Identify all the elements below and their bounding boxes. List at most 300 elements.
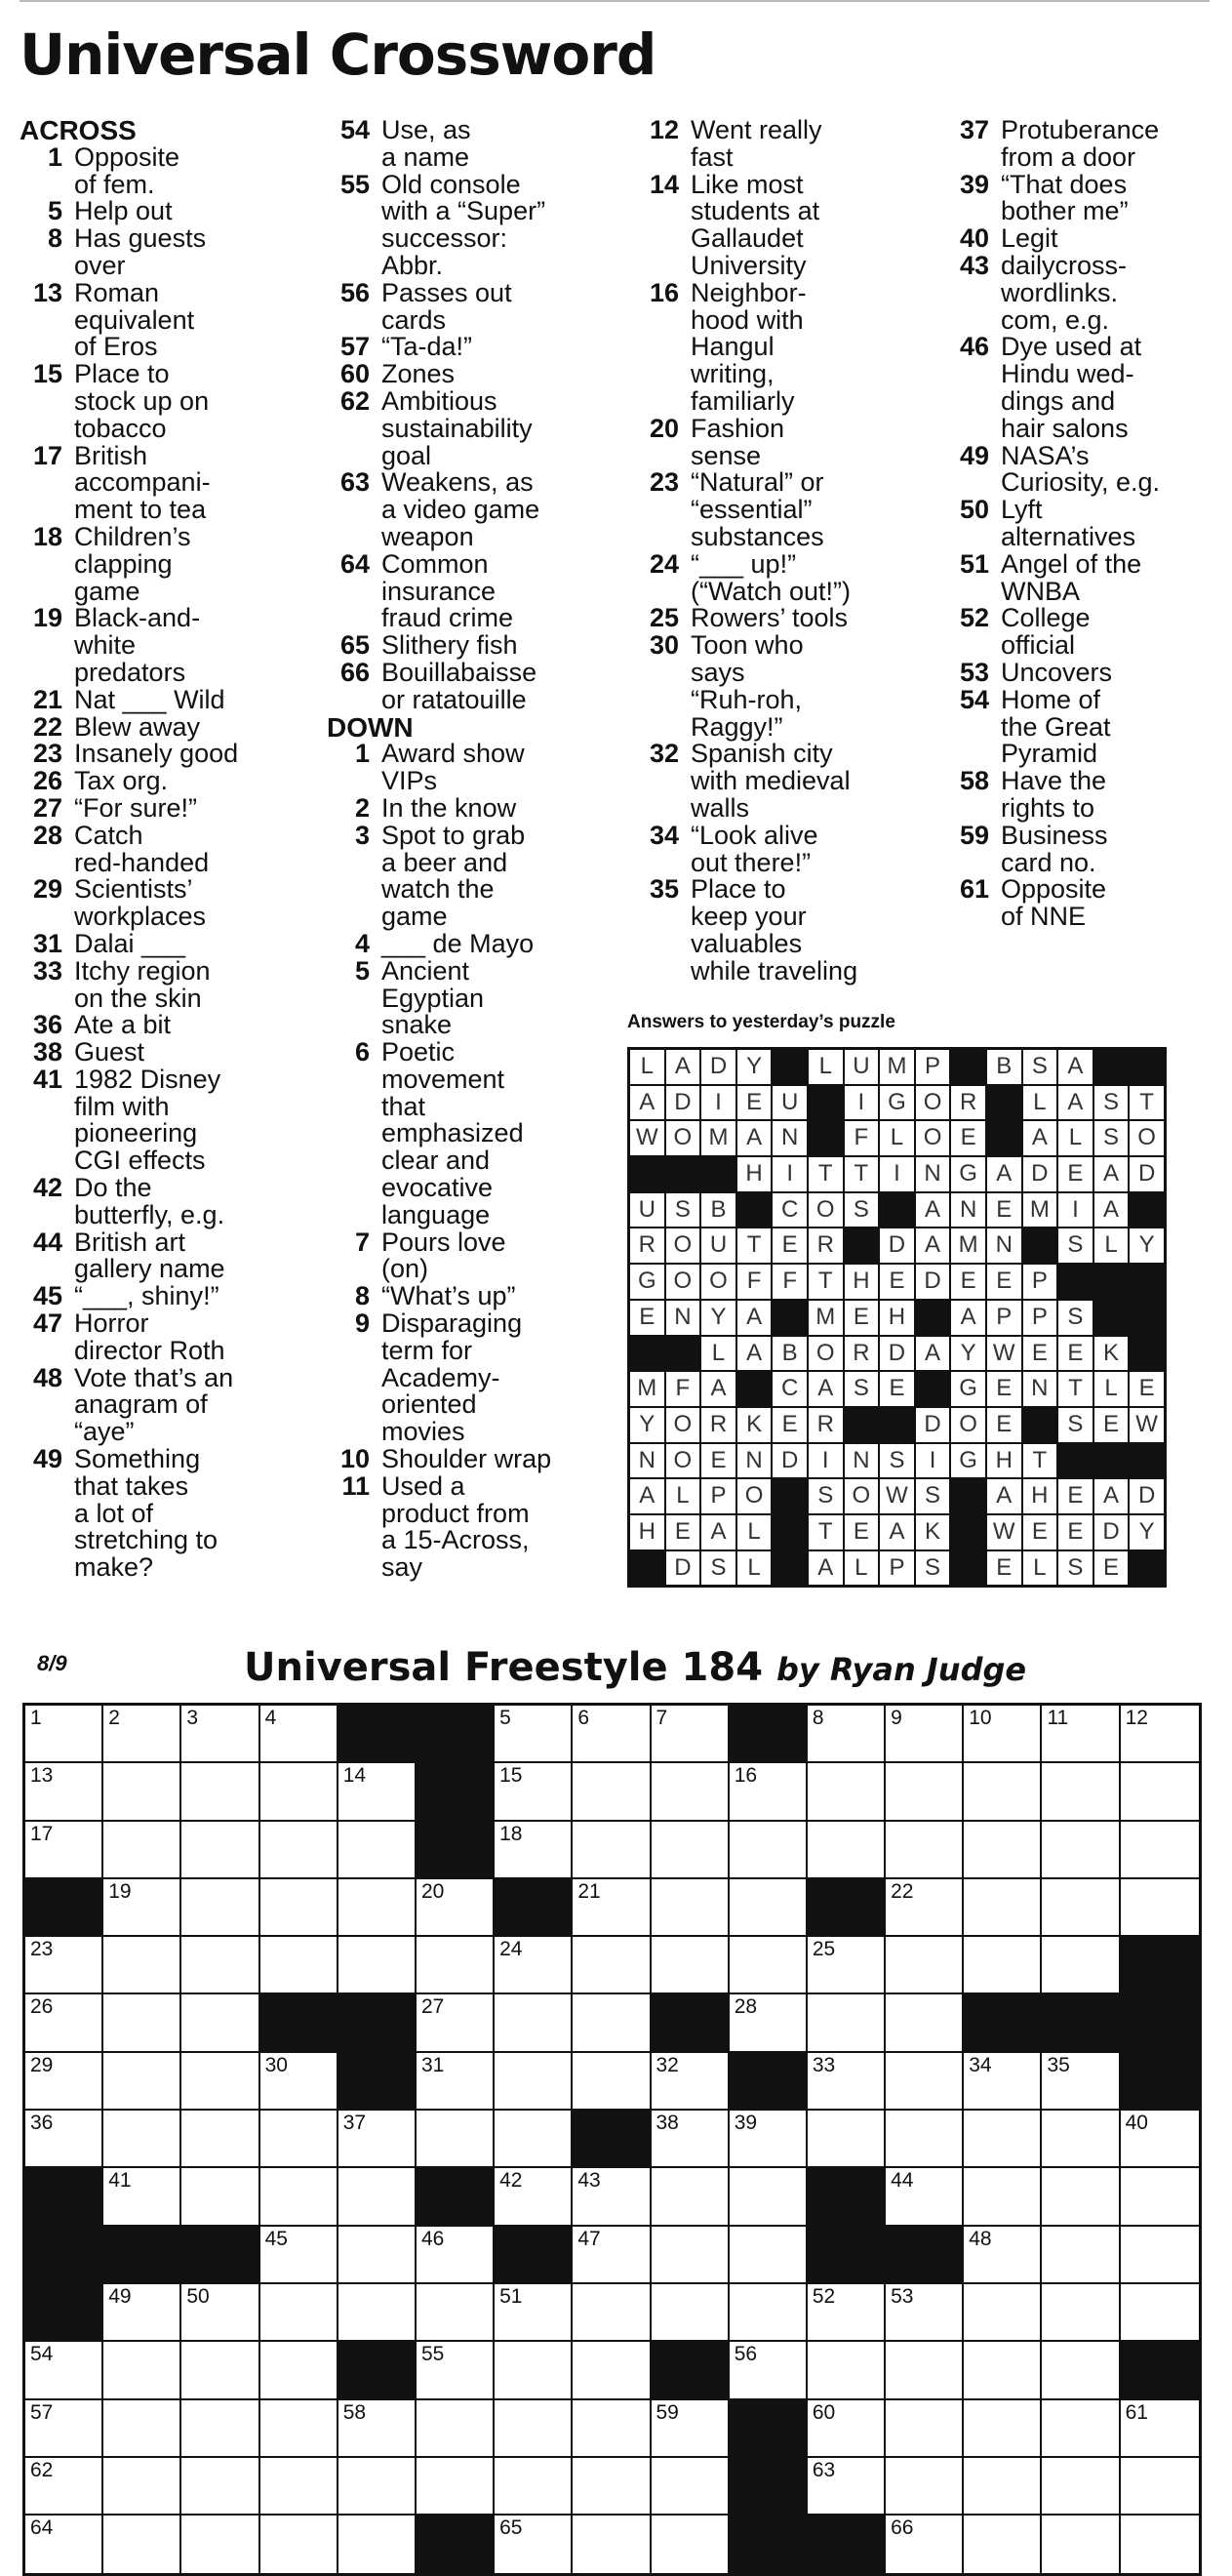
grid-cell[interactable] [573,2053,651,2111]
clue[interactable] [327,1039,649,1229]
answer-black-square [666,1157,700,1191]
clue[interactable] [20,141,332,199]
grid-cell[interactable] [886,2284,964,2342]
clue[interactable] [327,169,649,280]
grid-cell[interactable] [573,1937,651,1994]
grid-cell[interactable] [964,2284,1042,2342]
clue[interactable] [946,169,1224,226]
clue[interactable] [946,225,1224,253]
clue-line: “For sure!” [74,792,198,823]
clue[interactable] [946,876,1224,931]
grid-cell[interactable] [181,1706,259,1763]
clue[interactable] [946,117,1224,172]
grid-cell[interactable] [338,2400,417,2458]
grid-cell[interactable] [730,1937,808,1994]
grid-cell[interactable] [573,2284,651,2342]
answer-cell: F [845,1121,879,1155]
clue-line: predators [74,657,186,687]
clue[interactable] [20,684,332,714]
grid-cell[interactable] [103,2111,181,2168]
grid-cell[interactable] [808,1994,886,2052]
clue-text [381,1310,649,1446]
grid-cell[interactable] [886,1706,964,1763]
grid-cell[interactable] [103,1937,181,1994]
grid-cell[interactable] [573,2458,651,2516]
grid-cell[interactable] [103,2516,181,2573]
clue-number: 15 [32,359,62,389]
grid-cell[interactable] [730,2168,808,2226]
grid-cell[interactable] [181,2053,259,2111]
grid-cell[interactable] [730,1763,808,1821]
grid-cell[interactable] [1042,1706,1120,1763]
grid-cell[interactable] [25,1994,103,2052]
grid-cell[interactable] [495,2516,573,2573]
grid-cell[interactable] [181,1937,259,1994]
grid-cell[interactable] [886,1879,964,1937]
clue[interactable] [327,1283,649,1310]
clue-line: Disparaging [381,1308,523,1339]
grid-cell[interactable] [495,1706,573,1763]
clue[interactable] [20,1039,332,1067]
grid-cell[interactable] [25,1822,103,1879]
grid-cell[interactable] [730,2284,808,2342]
grid-cell[interactable] [25,1706,103,1763]
grid-cell[interactable] [808,2111,886,2168]
clue-number: 23 [32,739,62,769]
clue-number: 40 [959,223,989,254]
grid-cell[interactable] [260,2284,338,2342]
grid-cell[interactable] [1121,1879,1199,1937]
clue[interactable] [636,117,958,172]
grid-cell[interactable] [103,1994,181,2052]
grid-cell[interactable] [652,2400,730,2458]
grid-cell[interactable] [103,2168,181,2226]
grid-cell[interactable] [260,2053,338,2111]
clue[interactable] [20,1229,332,1284]
grid-cell[interactable] [495,2342,573,2399]
grid-cell[interactable] [260,2400,338,2458]
grid-cell[interactable] [103,2053,181,2111]
clue[interactable] [636,876,958,985]
grid-cell[interactable] [573,1822,651,1879]
clue[interactable] [20,605,332,686]
grid-cell[interactable] [260,1879,338,1937]
clue-text [381,548,649,633]
grid-cell[interactable] [964,2168,1042,2226]
grid-cell[interactable] [886,1822,964,1879]
clue[interactable] [327,117,649,172]
clue-line: language [381,1199,491,1229]
clue[interactable] [946,820,1224,877]
grid-cell[interactable] [260,2168,338,2226]
grid-cell[interactable] [1042,1763,1120,1821]
grid-cell[interactable] [338,2284,417,2342]
grid-cell[interactable] [573,1994,651,2052]
grid-cell[interactable] [964,2516,1042,2573]
grid-cell[interactable] [573,1706,651,1763]
clue[interactable] [20,198,332,225]
clue-line: tobacco [74,413,167,443]
grid-cell[interactable] [964,2111,1042,2168]
grid-cell[interactable] [181,2516,259,2573]
clue[interactable] [327,928,649,958]
grid-cell[interactable] [103,1822,181,1879]
clue[interactable] [20,820,332,877]
answer-black-square [916,1372,950,1406]
clue[interactable] [20,1175,332,1229]
clue-line: snake [381,1010,453,1040]
clue[interactable] [946,657,1224,687]
clue[interactable] [327,1470,649,1583]
grid-cell[interactable] [495,2168,573,2226]
grid-cell[interactable] [181,2458,259,2516]
grid-cell[interactable] [417,2342,495,2399]
answer-cell: O [701,1265,735,1299]
grid-cell[interactable] [808,2400,886,2458]
grid-cell[interactable] [573,1879,651,1937]
grid-cell[interactable] [260,2342,338,2399]
clue[interactable] [636,632,958,741]
grid-cell[interactable] [1042,2053,1120,2111]
grid-cell[interactable] [181,2400,259,2458]
grid-cell[interactable] [964,2053,1042,2111]
grid-cell[interactable] [1042,1937,1120,1994]
grid-cell[interactable] [652,2227,730,2284]
grid-cell[interactable] [886,2342,964,2399]
grid-cell[interactable] [1121,2458,1199,2516]
grid-cell[interactable] [1121,1706,1199,1763]
black-square [886,2227,964,2284]
clue[interactable] [636,548,958,606]
clue[interactable] [20,876,332,931]
grid-cell[interactable] [573,2400,651,2458]
grid-cell[interactable] [1121,2516,1199,2573]
grid-cell[interactable] [652,1879,730,1937]
grid-cell[interactable] [573,1763,651,1821]
grid-cell[interactable] [417,2053,495,2111]
clue-number: 20 [649,413,679,443]
grid-cell[interactable] [338,2516,417,2573]
clue-line: emphasized [381,1118,524,1148]
clue-line: oriented [381,1389,477,1420]
clue[interactable] [327,385,649,470]
grid-cell[interactable] [573,2168,651,2226]
grid-cell[interactable] [964,2342,1042,2399]
grid-cell[interactable] [25,2400,103,2458]
clue[interactable] [327,955,649,1040]
grid-cell[interactable] [338,2227,417,2284]
grid-cell[interactable] [1042,2284,1120,2342]
clue[interactable] [946,548,1224,606]
clue[interactable] [20,1446,332,1582]
answer-cell: O [1130,1121,1164,1155]
grid-cell[interactable] [103,2342,181,2399]
grid-cell[interactable] [25,2053,103,2111]
clue-number: 54 [339,115,370,144]
grid-cell[interactable] [495,2400,573,2458]
grid-cell[interactable] [260,2458,338,2516]
clue[interactable] [946,684,1224,769]
grid-cell[interactable] [495,1937,573,1994]
clue-line: Rowers’ tools [691,603,849,633]
grid-cell[interactable] [181,2168,259,2226]
grid-cell[interactable] [181,1763,259,1821]
grid-cell[interactable] [652,1763,730,1821]
grid-cell[interactable] [652,1706,730,1763]
grid-cell[interactable] [652,2053,730,2111]
grid-cell[interactable] [417,2400,495,2458]
clue-line: Business [1001,820,1108,850]
grid-cell[interactable] [260,2227,338,2284]
grid-cell[interactable] [573,2516,651,2573]
grid-cell[interactable] [964,2227,1042,2284]
grid-cell[interactable] [25,2111,103,2168]
clue[interactable] [636,169,958,280]
grid-cell[interactable] [1121,2284,1199,2342]
grid-cell[interactable] [1042,2342,1120,2399]
grid-cell[interactable] [103,1879,181,1937]
grid-cell[interactable] [1121,1822,1199,1879]
grid-cell[interactable] [260,1937,338,1994]
grid-cell[interactable] [495,2053,573,2111]
clue[interactable] [946,768,1224,823]
answer-cell: E [880,1265,914,1299]
grid-cell[interactable] [730,2227,808,2284]
grid-cell[interactable] [1121,1763,1199,1821]
clue[interactable] [636,277,958,416]
clue[interactable] [636,741,958,822]
clue[interactable] [20,768,332,795]
answer-cell: S [701,1551,735,1586]
answer-cell: L [701,1337,735,1371]
grid-cell[interactable] [1042,1879,1120,1937]
grid-cell[interactable] [652,2284,730,2342]
clue[interactable] [946,605,1224,660]
clue[interactable] [946,334,1224,442]
grid-cell[interactable] [338,1879,417,1937]
grid-cell[interactable] [1042,2458,1120,2516]
grid-cell[interactable] [1121,2227,1199,2284]
clue[interactable] [20,741,332,768]
grid-cell[interactable] [25,1763,103,1821]
grid-cell[interactable] [417,2284,495,2342]
clue[interactable] [327,548,649,633]
grid-cell[interactable] [808,2458,886,2516]
clue[interactable] [327,820,649,932]
grid-cell[interactable] [417,1994,495,2052]
clue[interactable] [327,1310,649,1446]
grid-cell[interactable] [964,1706,1042,1763]
grid-cell[interactable] [260,1706,338,1763]
grid-cell[interactable] [886,2168,964,2226]
grid-cell[interactable] [417,2111,495,2168]
clue[interactable] [20,928,332,958]
clue[interactable] [946,250,1224,335]
grid-cell[interactable] [181,1822,259,1879]
grid-cell[interactable] [808,2053,886,2111]
grid-cell[interactable] [495,1994,573,2052]
clue-number: 8 [354,1281,370,1311]
clue[interactable] [20,225,332,280]
clue[interactable] [20,1362,332,1447]
clue[interactable] [946,440,1224,498]
grid-cell[interactable] [808,1937,886,1994]
grid-cell[interactable] [573,2227,651,2284]
grid-cell[interactable] [573,2342,651,2399]
grid-cell[interactable] [417,2227,495,2284]
grid-cell[interactable] [886,2400,964,2458]
grid-cell[interactable] [181,2284,259,2342]
clue[interactable] [636,469,958,550]
black-square [25,2284,103,2342]
grid-cell[interactable] [730,1822,808,1879]
answer-cell: S [1058,1551,1093,1586]
clue[interactable] [327,334,649,361]
grid-cell[interactable] [652,2458,730,2516]
grid-cell[interactable] [181,2342,259,2399]
grid-cell[interactable] [25,2342,103,2399]
grid-cell[interactable] [103,2284,181,2342]
cell-number: 24 [499,1938,523,1961]
grid-cell[interactable] [103,2458,181,2516]
cell-number: 50 [186,2284,210,2308]
grid-cell[interactable] [495,1822,573,1879]
grid-cell[interactable] [652,2168,730,2226]
clue[interactable] [327,1446,649,1473]
grid-cell[interactable] [495,2284,573,2342]
clue[interactable] [20,440,332,525]
grid-cell[interactable] [1042,2168,1120,2226]
grid-cell[interactable] [1121,2168,1199,2226]
grid-cell[interactable] [886,2053,964,2111]
grid-cell[interactable] [495,1763,573,1821]
clue[interactable] [327,469,649,550]
clue[interactable] [327,657,649,714]
grid-cell[interactable] [1042,2111,1120,2168]
grid-cell[interactable] [886,1763,964,1821]
clue[interactable] [20,1012,332,1039]
grid-cell[interactable] [730,2111,808,2168]
grid-cell[interactable] [964,1822,1042,1879]
grid-cell[interactable] [886,1937,964,1994]
answer-cell: S [1058,1228,1093,1263]
grid-cell[interactable] [1042,1822,1120,1879]
grid-cell[interactable] [338,2168,417,2226]
grid-cell[interactable] [964,1879,1042,1937]
clue[interactable] [946,497,1224,551]
grid-cell[interactable] [181,1994,259,2052]
grid-cell[interactable] [886,2111,964,2168]
grid-cell[interactable] [808,1763,886,1821]
grid-cell[interactable] [260,1763,338,1821]
grid-cell[interactable] [1121,2400,1199,2458]
grid-cell[interactable] [730,1879,808,1937]
grid-cell[interactable] [338,1937,417,1994]
grid-cell[interactable] [103,1706,181,1763]
grid-cell[interactable] [964,1763,1042,1821]
grid-cell[interactable] [338,1822,417,1879]
clue[interactable] [20,1064,332,1176]
grid-cell[interactable] [964,2400,1042,2458]
grid-cell[interactable] [103,2400,181,2458]
grid-cell[interactable] [964,2458,1042,2516]
grid-cell[interactable] [25,2458,103,2516]
grid-cell[interactable] [1042,2516,1120,2573]
grid-cell[interactable] [652,1822,730,1879]
clue[interactable] [20,361,332,442]
grid-cell[interactable] [808,2284,886,2342]
clue[interactable] [20,955,332,1013]
grid-cell[interactable] [25,2516,103,2573]
grid-cell[interactable] [886,2516,964,2573]
grid-cell[interactable] [25,1937,103,1994]
grid-cell[interactable] [495,2458,573,2516]
clue[interactable] [20,1310,332,1365]
clue[interactable] [636,605,958,632]
cell-number: 21 [577,1879,601,1903]
grid-cell[interactable] [260,2516,338,2573]
grid-cell[interactable] [260,2111,338,2168]
grid-cell[interactable] [886,2458,964,2516]
grid-cell[interactable] [808,1822,886,1879]
clue[interactable] [327,632,649,660]
grid-cell[interactable] [495,2111,573,2168]
grid-cell[interactable] [103,1763,181,1821]
clue[interactable] [327,741,649,795]
grid-cell[interactable] [260,1822,338,1879]
clue[interactable] [327,1229,649,1284]
grid-cell[interactable] [964,1937,1042,1994]
clue-line: that [381,1091,426,1121]
grid-cell[interactable] [417,1879,495,1937]
grid-cell[interactable] [1042,2400,1120,2458]
clue-number: 36 [32,1010,62,1040]
grid-cell[interactable] [808,1706,886,1763]
grid-cell[interactable] [652,2516,730,2573]
clue[interactable] [327,277,649,335]
grid-cell[interactable] [338,2111,417,2168]
grid-cell[interactable] [338,1763,417,1821]
clue[interactable] [20,277,332,362]
grid-cell[interactable] [181,2111,259,2168]
grid-cell[interactable] [652,1937,730,1994]
grid-cell[interactable] [338,2458,417,2516]
answer-cell: E [987,1372,1021,1406]
clue[interactable] [20,711,332,742]
grid-cell[interactable] [417,1937,495,1994]
clue-line: (“Watch out!”) [691,576,852,606]
grid-cell[interactable] [1042,2227,1120,2284]
clue[interactable] [636,820,958,877]
clue[interactable] [327,792,649,823]
grid-cell[interactable] [730,2342,808,2399]
clue[interactable] [636,413,958,470]
grid-cell[interactable] [808,2342,886,2399]
clue[interactable] [20,1283,332,1310]
clue[interactable] [20,521,332,606]
clue-line: students at [691,196,820,226]
clue-line: ___ de Mayo [381,928,535,958]
grid-cell[interactable] [730,1994,808,2052]
grid-cell[interactable] [181,1879,259,1937]
grid-cell[interactable] [652,2111,730,2168]
clue[interactable] [327,361,649,388]
grid-cell[interactable] [1121,2111,1199,2168]
grid-cell[interactable] [886,1994,964,2052]
answer-cell: A [1058,1086,1093,1120]
clue[interactable] [20,792,332,823]
grid-cell[interactable] [417,2458,495,2516]
